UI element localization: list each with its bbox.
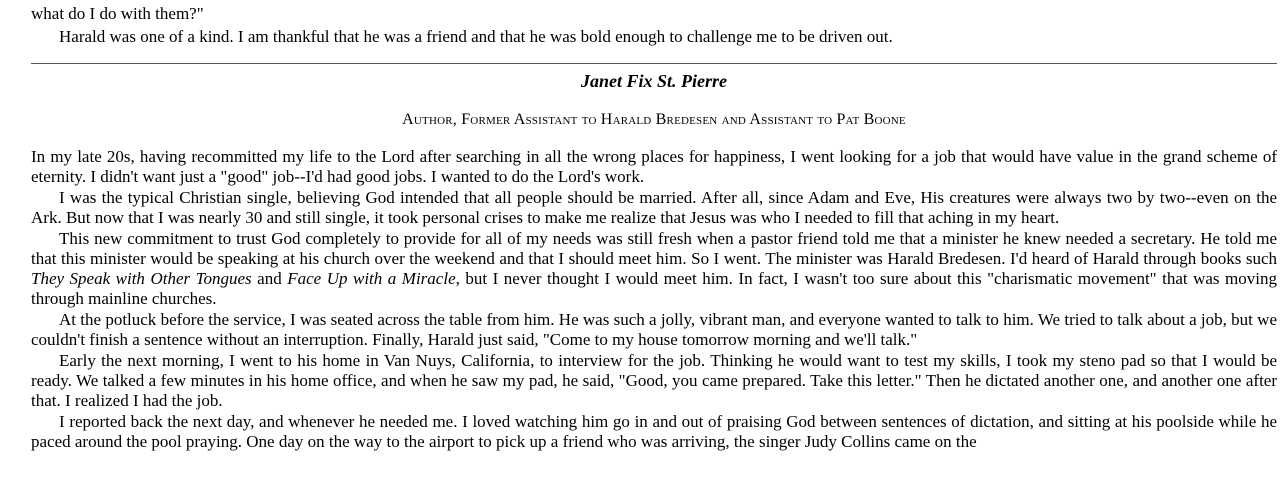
paragraph: Early the next morning, I went to his home in Van Nuys, California, to interview for the job. Thinking he would want to test my skills, I took my steno pad so that I would be ready. We talked a few minutes in his home office, and when he saw my pad, he said, "Good, you came prepared. Take this letter." Then he dictated another one, and another one after that. I realized I had the job. bbox=[31, 351, 1277, 410]
author-name: Janet Fix St. Pierre bbox=[580, 71, 727, 91]
paragraph-text: This new commitment to trust God completely to provide for all of my needs was still fresh when a pastor friend told me that a minister he knew needed a secretary. He told me that this minister would be speaking at his church over the weekend and that I should meet him. So I went. The minister was Harald Bredesen. I'd heard of Harald through books such bbox=[31, 229, 1277, 268]
paragraph-text: and bbox=[251, 269, 288, 288]
paragraph: At the potluck before the service, I was seated across the table from him. He was such a jolly, vibrant man, and everyone wanted to talk to him. We tried to talk about a job, but we couldn't finish a sentence without an interruption. Finally, Harald just said, "Come to my house tomorrow morning and we'll talk." bbox=[31, 310, 1277, 349]
previous-section-ending bbox=[31, 4, 1277, 47]
quote-ending-line: what do I do with them?" bbox=[31, 4, 204, 23]
book-title: Face Up with a Miracle bbox=[287, 269, 456, 288]
author-role: Author, Former Assistant to Harald Bredesen and Assistant to Pat Boone bbox=[402, 111, 906, 128]
section-divider bbox=[31, 63, 1277, 64]
closing-paragraph: Harald was one of a kind. I am thankful that he was a friend and that he was bold enough to challenge me to be driven out. bbox=[59, 27, 893, 46]
paragraph bbox=[31, 229, 1277, 309]
paragraph: I was the typical Christian single, believing God intended that all people should be married. After all, since Adam and Eve, His creatures were always two by two--even on the Ark. But now that I was nearly 30 and still single, it took personal crises to make me realize that Jesus was who I needed to fill that aching in my heart. bbox=[31, 188, 1277, 227]
paragraph: I reported back the next day, and whenever he needed me. I loved watching him go in and out of praising God between sentences of dictation, and sitting at his poolside while he paced around the pool praying. One day on the way to the airport to pick up a friend who was arriving, the singer Judy Collins came on the bbox=[31, 412, 1277, 451]
testimony-body bbox=[31, 147, 1277, 453]
paragraph: In my late 20s, having recommitted my life to the Lord after searching in all the wrong places for happiness, I went looking for a job that would have value in the grand scheme of eternity. I didn't want just a "good" job--I'd had good jobs. I wanted to do the Lord's work. bbox=[31, 147, 1277, 186]
paragraph-text: , but I never thought I would meet him. In fact, I wasn't too sure about this "charismatic movement" that was moving through mainline churches. bbox=[31, 269, 1278, 308]
book-title: They Speak with Other Tongues bbox=[31, 269, 252, 288]
